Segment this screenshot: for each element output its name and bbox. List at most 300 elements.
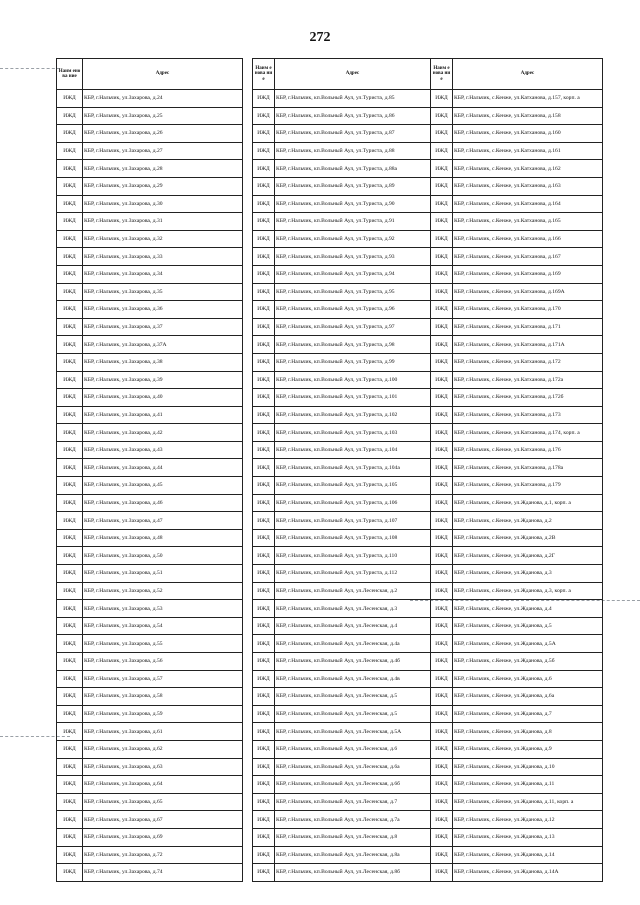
address-cell: КБР, г.Нальчик, ул.Захарова, д.29 [83, 177, 243, 195]
address-cell: КБР, г.Нальчик, кп.Вольный Аул, ул.Лесенская, д.2 [275, 582, 431, 600]
address-cell: КБР, г.Нальчик, с.Кенже, ул.Жданова, д.6а [453, 688, 603, 706]
table-row [253, 600, 431, 618]
scan-artifact-rule [0, 68, 60, 69]
table-row [57, 512, 243, 530]
object-type-cell: ИЖД [253, 846, 275, 864]
object-type-cell: ИЖД [57, 265, 83, 283]
object-type-cell: ИЖД [253, 565, 275, 583]
object-type-cell: ИЖД [57, 441, 83, 459]
address-cell: КБР, г.Нальчик, с.Кенже, ул.Жданова, д.5 [453, 617, 603, 635]
table-row [431, 195, 603, 213]
header-name: Наим енова ние [57, 59, 83, 90]
object-type-cell: ИЖД [431, 283, 453, 301]
object-type-cell: ИЖД [57, 459, 83, 477]
table-row [253, 248, 431, 266]
address-cell: КБР, г.Нальчик, с.Кенже, ул.Жданова, д.14 [453, 846, 603, 864]
address-tables [56, 58, 602, 876]
address-cell: КБР, г.Нальчик, кп.Вольный Аул, ул.Туриста, д.100 [275, 371, 431, 389]
object-type-cell: ИЖД [253, 494, 275, 512]
address-cell: КБР, г.Нальчик, ул.Захарова, д.45 [83, 477, 243, 495]
object-type-cell: ИЖД [431, 265, 453, 283]
address-cell: КБР, г.Нальчик, кп.Вольный Аул, ул.Туриста, д.103 [275, 424, 431, 442]
address-cell: КБР, г.Нальчик, ул.Захарова, д.41 [83, 406, 243, 424]
object-type-cell: ИЖД [431, 547, 453, 565]
table-row [253, 195, 431, 213]
address-cell: КБР, г.Нальчик, кп.Вольный Аул, ул.Лесенская, д.8 [275, 828, 431, 846]
address-cell: КБР, г.Нальчик, ул.Захарова, д.61 [83, 723, 243, 741]
object-type-cell: ИЖД [253, 705, 275, 723]
object-type-cell: ИЖД [57, 195, 83, 213]
address-cell: КБР, г.Нальчик, ул.Захарова, д.31 [83, 213, 243, 231]
address-cell: КБР, г.Нальчик, ул.Захарова, д.63 [83, 758, 243, 776]
object-type-cell: ИЖД [57, 318, 83, 336]
address-cell: КБР, г.Нальчик, с.Кенже, ул.Жданова, д.11, корп. а [453, 793, 603, 811]
object-type-cell: ИЖД [57, 125, 83, 143]
object-type-cell: ИЖД [253, 582, 275, 600]
object-type-cell: ИЖД [431, 142, 453, 160]
address-cell: КБР, г.Нальчик, с.Кенже, ул.Катханова, д.167 [453, 248, 603, 266]
object-type-cell: ИЖД [431, 758, 453, 776]
table-row [431, 336, 603, 354]
table-row [253, 265, 431, 283]
object-type-cell: ИЖД [253, 283, 275, 301]
object-type-cell: ИЖД [57, 723, 83, 741]
table-row [253, 142, 431, 160]
object-type-cell: ИЖД [431, 177, 453, 195]
address-cell: КБР, г.Нальчик, с.Кенже, ул.Катханова, д.169 [453, 265, 603, 283]
table-row [253, 670, 431, 688]
table-row [57, 529, 243, 547]
object-type-cell: ИЖД [57, 653, 83, 671]
address-cell: КБР, г.Нальчик, кп.Вольный Аул, ул.Туриста, д.99 [275, 353, 431, 371]
object-type-cell: ИЖД [431, 705, 453, 723]
table-row [253, 353, 431, 371]
object-type-cell: ИЖД [57, 617, 83, 635]
address-cell: КБР, г.Нальчик, кп.Вольный Аул, ул.Туриста, д.93 [275, 248, 431, 266]
object-type-cell: ИЖД [253, 758, 275, 776]
page-number: 272 [309, 30, 331, 45]
address-cell: КБР, г.Нальчик, с.Кенже, ул.Жданова, д.14А [453, 864, 603, 882]
object-type-cell: ИЖД [253, 441, 275, 459]
address-cell: КБР, г.Нальчик, с.Кенже, ул.Катханова, д.172а [453, 371, 603, 389]
address-cell: КБР, г.Нальчик, кп.Вольный Аул, ул.Лесенская, д.6а [275, 758, 431, 776]
table-row [431, 371, 603, 389]
table-row [431, 90, 603, 108]
address-cell: КБР, г.Нальчик, кп.Вольный Аул, ул.Лесенская, д.5А [275, 723, 431, 741]
address-cell: КБР, г.Нальчик, кп.Вольный Аул, ул.Туриста, д.96 [275, 301, 431, 319]
object-type-cell: ИЖД [431, 494, 453, 512]
object-type-cell: ИЖД [253, 635, 275, 653]
object-type-cell: ИЖД [431, 371, 453, 389]
table-row [431, 653, 603, 671]
address-cell: КБР, г.Нальчик, кп.Вольный Аул, ул.Лесенская, д.4б [275, 653, 431, 671]
address-cell: КБР, г.Нальчик, кп.Вольный Аул, ул.Лесенская, д.4в [275, 670, 431, 688]
address-cell: КБР, г.Нальчик, кп.Вольный Аул, ул.Туриста, д.90 [275, 195, 431, 213]
address-cell: КБР, г.Нальчик, с.Кенже, ул.Катханова, д.163 [453, 177, 603, 195]
object-type-cell: ИЖД [253, 653, 275, 671]
address-cell: КБР, г.Нальчик, с.Кенже, ул.Катханова, д.172 [453, 353, 603, 371]
object-type-cell: ИЖД [253, 160, 275, 178]
header-address: Адрес [453, 59, 603, 90]
table-row [57, 653, 243, 671]
address-cell: КБР, г.Нальчик, с.Кенже, ул.Жданова, д.5А [453, 635, 603, 653]
table-row [253, 283, 431, 301]
table-row [57, 125, 243, 143]
table-row [253, 740, 431, 758]
address-cell: КБР, г.Нальчик, кп.Вольный Аул, ул.Туриста, д.98 [275, 336, 431, 354]
address-cell: КБР, г.Нальчик, кп.Вольный Аул, ул.Лесенская, д.6б [275, 776, 431, 794]
object-type-cell: ИЖД [57, 811, 83, 829]
table-row [253, 793, 431, 811]
table-row [57, 828, 243, 846]
address-table-3 [430, 58, 603, 882]
address-cell: КБР, г.Нальчик, кп.Вольный Аул, ул.Лесенская, д.4 [275, 617, 431, 635]
object-type-cell: ИЖД [253, 213, 275, 231]
address-cell: КБР, г.Нальчик, кп.Вольный Аул, ул.Туриста, д.94 [275, 265, 431, 283]
object-type-cell: ИЖД [431, 793, 453, 811]
object-type-cell: ИЖД [431, 424, 453, 442]
object-type-cell: ИЖД [431, 160, 453, 178]
address-cell: КБР, г.Нальчик, ул.Захарова, д.59 [83, 705, 243, 723]
address-cell: КБР, г.Нальчик, ул.Захарова, д.46 [83, 494, 243, 512]
table-row [431, 265, 603, 283]
object-type-cell: ИЖД [431, 353, 453, 371]
object-type-cell: ИЖД [57, 389, 83, 407]
address-cell: КБР, г.Нальчик, кп.Вольный Аул, ул.Лесенская, д.5 [275, 705, 431, 723]
address-cell: КБР, г.Нальчик, с.Кенже, ул.Катханова, д.178а [453, 459, 603, 477]
table-row [431, 600, 603, 618]
table-row [253, 828, 431, 846]
address-cell: КБР, г.Нальчик, с.Кенже, ул.Катханова, д.164 [453, 195, 603, 213]
object-type-cell: ИЖД [57, 213, 83, 231]
object-type-cell: ИЖД [431, 565, 453, 583]
table-row [431, 793, 603, 811]
object-type-cell: ИЖД [431, 230, 453, 248]
address-cell: КБР, г.Нальчик, ул.Захарова, д.50 [83, 547, 243, 565]
object-type-cell: ИЖД [431, 301, 453, 319]
address-cell: КБР, г.Нальчик, кп.Вольный Аул, ул.Лесенская, д.3 [275, 600, 431, 618]
table-row [57, 177, 243, 195]
table-row [431, 477, 603, 495]
table-row [253, 529, 431, 547]
object-type-cell: ИЖД [57, 670, 83, 688]
object-type-cell: ИЖД [253, 177, 275, 195]
table-row [57, 248, 243, 266]
object-type-cell: ИЖД [253, 776, 275, 794]
table-row [57, 635, 243, 653]
address-cell: КБР, г.Нальчик, ул.Захарова, д.38 [83, 353, 243, 371]
object-type-cell: ИЖД [57, 547, 83, 565]
address-cell: КБР, г.Нальчик, кп.Вольный Аул, ул.Туриста, д.108 [275, 529, 431, 547]
object-type-cell: ИЖД [253, 512, 275, 530]
object-type-cell: ИЖД [253, 336, 275, 354]
address-cell: КБР, г.Нальчик, с.Кенже, ул.Жданова, д.4 [453, 600, 603, 618]
object-type-cell: ИЖД [253, 406, 275, 424]
address-cell: КБР, г.Нальчик, кп.Вольный Аул, ул.Туриста, д.89 [275, 177, 431, 195]
object-type-cell: ИЖД [253, 688, 275, 706]
address-cell: КБР, г.Нальчик, с.Кенже, ул.Жданова, д.3, корп. а [453, 582, 603, 600]
table-row [57, 441, 243, 459]
table-row [431, 459, 603, 477]
table-row [431, 635, 603, 653]
table-row [431, 283, 603, 301]
object-type-cell: ИЖД [253, 195, 275, 213]
object-type-cell: ИЖД [253, 529, 275, 547]
table-row [57, 371, 243, 389]
address-cell: КБР, г.Нальчик, ул.Захарова, д.30 [83, 195, 243, 213]
object-type-cell: ИЖД [431, 864, 453, 882]
address-cell: КБР, г.Нальчик, ул.Захарова, д.53 [83, 600, 243, 618]
object-type-cell: ИЖД [253, 793, 275, 811]
object-type-cell: ИЖД [253, 318, 275, 336]
address-cell: КБР, г.Нальчик, ул.Захарова, д.57 [83, 670, 243, 688]
address-cell: КБР, г.Нальчик, кп.Вольный Аул, ул.Туриста, д.110 [275, 547, 431, 565]
table-row [431, 547, 603, 565]
address-cell: КБР, г.Нальчик, кп.Вольный Аул, ул.Лесенская, д.8б [275, 864, 431, 882]
table-row [431, 441, 603, 459]
address-table-2 [252, 58, 431, 882]
address-cell: КБР, г.Нальчик, кп.Вольный Аул, ул.Лесенская, д.4а [275, 635, 431, 653]
table-row [253, 617, 431, 635]
address-cell: КБР, г.Нальчик, с.Кенже, ул.Катханова, д.172б [453, 389, 603, 407]
table-row [431, 688, 603, 706]
object-type-cell: ИЖД [57, 705, 83, 723]
object-type-cell: ИЖД [57, 776, 83, 794]
object-type-cell: ИЖД [253, 864, 275, 882]
table-row [253, 230, 431, 248]
address-cell: КБР, г.Нальчик, ул.Захарова, д.51 [83, 565, 243, 583]
table-row [431, 406, 603, 424]
object-type-cell: ИЖД [253, 230, 275, 248]
address-cell: КБР, г.Нальчик, с.Кенже, ул.Жданова, д.2 [453, 512, 603, 530]
address-cell: КБР, г.Нальчик, кп.Вольный Аул, ул.Туриста, д.112 [275, 565, 431, 583]
object-type-cell: ИЖД [431, 723, 453, 741]
address-cell: КБР, г.Нальчик, с.Кенже, ул.Катханова, д.173 [453, 406, 603, 424]
object-type-cell: ИЖД [57, 177, 83, 195]
table-row [253, 318, 431, 336]
table-row [253, 301, 431, 319]
table-row [57, 318, 243, 336]
table-row [431, 846, 603, 864]
table-row [57, 740, 243, 758]
table-row [253, 688, 431, 706]
table-row [431, 529, 603, 547]
object-type-cell: ИЖД [253, 547, 275, 565]
object-type-cell: ИЖД [253, 265, 275, 283]
address-cell: КБР, г.Нальчик, кп.Вольный Аул, ул.Туриста, д.105 [275, 477, 431, 495]
header-name: Наим енова ние [431, 59, 453, 90]
table-row [253, 494, 431, 512]
object-type-cell: ИЖД [57, 600, 83, 618]
header-address: Адрес [275, 59, 431, 90]
table-row [57, 353, 243, 371]
address-cell: КБР, г.Нальчик, ул.Захарова, д.27 [83, 142, 243, 160]
table-row [57, 406, 243, 424]
table-row [57, 107, 243, 125]
object-type-cell: ИЖД [431, 213, 453, 231]
table-row [57, 864, 243, 882]
object-type-cell: ИЖД [57, 406, 83, 424]
table-row [253, 635, 431, 653]
table-row [431, 582, 603, 600]
address-cell: КБР, г.Нальчик, с.Кенже, ул.Жданова, д.3 [453, 565, 603, 583]
address-cell: КБР, г.Нальчик, ул.Захарова, д.64 [83, 776, 243, 794]
object-type-cell: ИЖД [431, 635, 453, 653]
object-type-cell: ИЖД [431, 582, 453, 600]
object-type-cell: ИЖД [57, 301, 83, 319]
address-cell: КБР, г.Нальчик, с.Кенже, ул.Катханова, д.166 [453, 230, 603, 248]
table-row [57, 195, 243, 213]
table-row [253, 723, 431, 741]
address-cell: КБР, г.Нальчик, с.Кенже, ул.Жданова, д.5б [453, 653, 603, 671]
table-row [57, 459, 243, 477]
table-row [253, 90, 431, 108]
address-cell: КБР, г.Нальчик, с.Кенже, ул.Жданова, д.11 [453, 776, 603, 794]
object-type-cell: ИЖД [431, 529, 453, 547]
address-cell: КБР, г.Нальчик, с.Кенже, ул.Катханова, д.160 [453, 125, 603, 143]
address-cell: КБР, г.Нальчик, кп.Вольный Аул, ул.Туриста, д.101 [275, 389, 431, 407]
object-type-cell: ИЖД [253, 107, 275, 125]
table-row [431, 828, 603, 846]
table-row [57, 811, 243, 829]
address-cell: КБР, г.Нальчик, с.Кенже, ул.Жданова, д.2Г [453, 547, 603, 565]
table-row [253, 758, 431, 776]
table-row [57, 793, 243, 811]
object-type-cell: ИЖД [57, 846, 83, 864]
object-type-cell: ИЖД [57, 582, 83, 600]
address-cell: КБР, г.Нальчик, ул.Захарова, д.37А [83, 336, 243, 354]
address-cell: КБР, г.Нальчик, кп.Вольный Аул, ул.Туриста, д.88 [275, 142, 431, 160]
object-type-cell: ИЖД [431, 248, 453, 266]
table-row [57, 265, 243, 283]
address-cell: КБР, г.Нальчик, кп.Вольный Аул, ул.Туриста, д.95 [275, 283, 431, 301]
table-row [431, 670, 603, 688]
address-cell: КБР, г.Нальчик, кп.Вольный Аул, ул.Туриста, д.107 [275, 512, 431, 530]
table-row [57, 582, 243, 600]
address-cell: КБР, г.Нальчик, кп.Вольный Аул, ул.Лесенская, д.6 [275, 740, 431, 758]
address-cell: КБР, г.Нальчик, кп.Вольный Аул, ул.Лесенская, д.7 [275, 793, 431, 811]
table-row [57, 283, 243, 301]
object-type-cell: ИЖД [57, 107, 83, 125]
table-row [431, 617, 603, 635]
table-row [57, 547, 243, 565]
object-type-cell: ИЖД [253, 353, 275, 371]
address-cell: КБР, г.Нальчик, кп.Вольный Аул, ул.Лесенская, д.8а [275, 846, 431, 864]
address-cell: КБР, г.Нальчик, кп.Вольный Аул, ул.Туриста, д.102 [275, 406, 431, 424]
address-cell: КБР, г.Нальчик, ул.Захарова, д.25 [83, 107, 243, 125]
table-row [253, 107, 431, 125]
table-row [253, 213, 431, 231]
table-row [253, 406, 431, 424]
table-row [57, 336, 243, 354]
object-type-cell: ИЖД [253, 90, 275, 108]
object-type-cell: ИЖД [57, 160, 83, 178]
table-row [431, 142, 603, 160]
object-type-cell: ИЖД [253, 371, 275, 389]
table-row [253, 846, 431, 864]
address-cell: КБР, г.Нальчик, кп.Вольный Аул, ул.Туриста, д.97 [275, 318, 431, 336]
address-cell: КБР, г.Нальчик, кп.Вольный Аул, ул.Туриста, д.87 [275, 125, 431, 143]
address-cell: КБР, г.Нальчик, ул.Захарова, д.65 [83, 793, 243, 811]
address-cell: КБР, г.Нальчик, с.Кенже, ул.Катханова, д.179 [453, 477, 603, 495]
object-type-cell: ИЖД [431, 459, 453, 477]
address-cell: КБР, г.Нальчик, с.Кенже, ул.Катханова, д.171 [453, 318, 603, 336]
table-row [57, 600, 243, 618]
object-type-cell: ИЖД [431, 670, 453, 688]
object-type-cell: ИЖД [431, 688, 453, 706]
address-cell: КБР, г.Нальчик, кп.Вольный Аул, ул.Туриста, д.104 [275, 441, 431, 459]
object-type-cell: ИЖД [431, 477, 453, 495]
address-cell: КБР, г.Нальчик, ул.Захарова, д.39 [83, 371, 243, 389]
object-type-cell: ИЖД [431, 389, 453, 407]
object-type-cell: ИЖД [57, 635, 83, 653]
object-type-cell: ИЖД [57, 793, 83, 811]
object-type-cell: ИЖД [57, 142, 83, 160]
address-cell: КБР, г.Нальчик, с.Кенже, ул.Катханова, д.169А [453, 283, 603, 301]
address-cell: КБР, г.Нальчик, с.Кенже, ул.Жданова, д.9 [453, 740, 603, 758]
table-row [431, 512, 603, 530]
object-type-cell: ИЖД [253, 459, 275, 477]
object-type-cell: ИЖД [57, 758, 83, 776]
object-type-cell: ИЖД [57, 828, 83, 846]
table-row [253, 565, 431, 583]
object-type-cell: ИЖД [57, 688, 83, 706]
object-type-cell: ИЖД [57, 512, 83, 530]
address-cell: КБР, г.Нальчик, ул.Захарова, д.33 [83, 248, 243, 266]
object-type-cell: ИЖД [431, 512, 453, 530]
table-row [57, 776, 243, 794]
table-row [57, 424, 243, 442]
object-type-cell: ИЖД [57, 740, 83, 758]
address-cell: КБР, г.Нальчик, с.Кенже, ул.Жданова, д.10 [453, 758, 603, 776]
object-type-cell: ИЖД [431, 653, 453, 671]
address-cell: КБР, г.Нальчик, с.Кенже, ул.Катханова, д.157, корп. а [453, 90, 603, 108]
address-cell: КБР, г.Нальчик, с.Кенже, ул.Катханова, д.162 [453, 160, 603, 178]
table-row [253, 177, 431, 195]
table-row [431, 740, 603, 758]
address-cell: КБР, г.Нальчик, с.Кенже, ул.Катханова, д.171А [453, 336, 603, 354]
table-row [253, 441, 431, 459]
table-row [431, 213, 603, 231]
table-row [57, 705, 243, 723]
address-cell: КБР, г.Нальчик, с.Кенже, ул.Жданова, д.8 [453, 723, 603, 741]
object-type-cell: ИЖД [431, 828, 453, 846]
address-cell: КБР, г.Нальчик, с.Кенже, ул.Жданова, д.12 [453, 811, 603, 829]
table-row [57, 142, 243, 160]
table-row [57, 213, 243, 231]
object-type-cell: ИЖД [431, 406, 453, 424]
table-row [431, 107, 603, 125]
table-row [57, 301, 243, 319]
table-row [431, 705, 603, 723]
address-cell: КБР, г.Нальчик, с.Кенже, ул.Катханова, д.161 [453, 142, 603, 160]
address-cell: КБР, г.Нальчик, ул.Захарова, д.37 [83, 318, 243, 336]
table-row [57, 688, 243, 706]
table-row [57, 160, 243, 178]
table-row [253, 547, 431, 565]
address-cell: КБР, г.Нальчик, ул.Захарова, д.26 [83, 125, 243, 143]
table-row [57, 723, 243, 741]
address-cell: КБР, г.Нальчик, ул.Захарова, д.54 [83, 617, 243, 635]
table-row [253, 864, 431, 882]
address-cell: КБР, г.Нальчик, кп.Вольный Аул, ул.Туриста, д.85 [275, 90, 431, 108]
table-row [431, 177, 603, 195]
address-cell: КБР, г.Нальчик, ул.Захарова, д.44 [83, 459, 243, 477]
table-row [431, 424, 603, 442]
address-cell: КБР, г.Нальчик, кп.Вольный Аул, ул.Лесенская, д.7а [275, 811, 431, 829]
object-type-cell: ИЖД [57, 494, 83, 512]
address-cell: КБР, г.Нальчик, ул.Захарова, д.43 [83, 441, 243, 459]
